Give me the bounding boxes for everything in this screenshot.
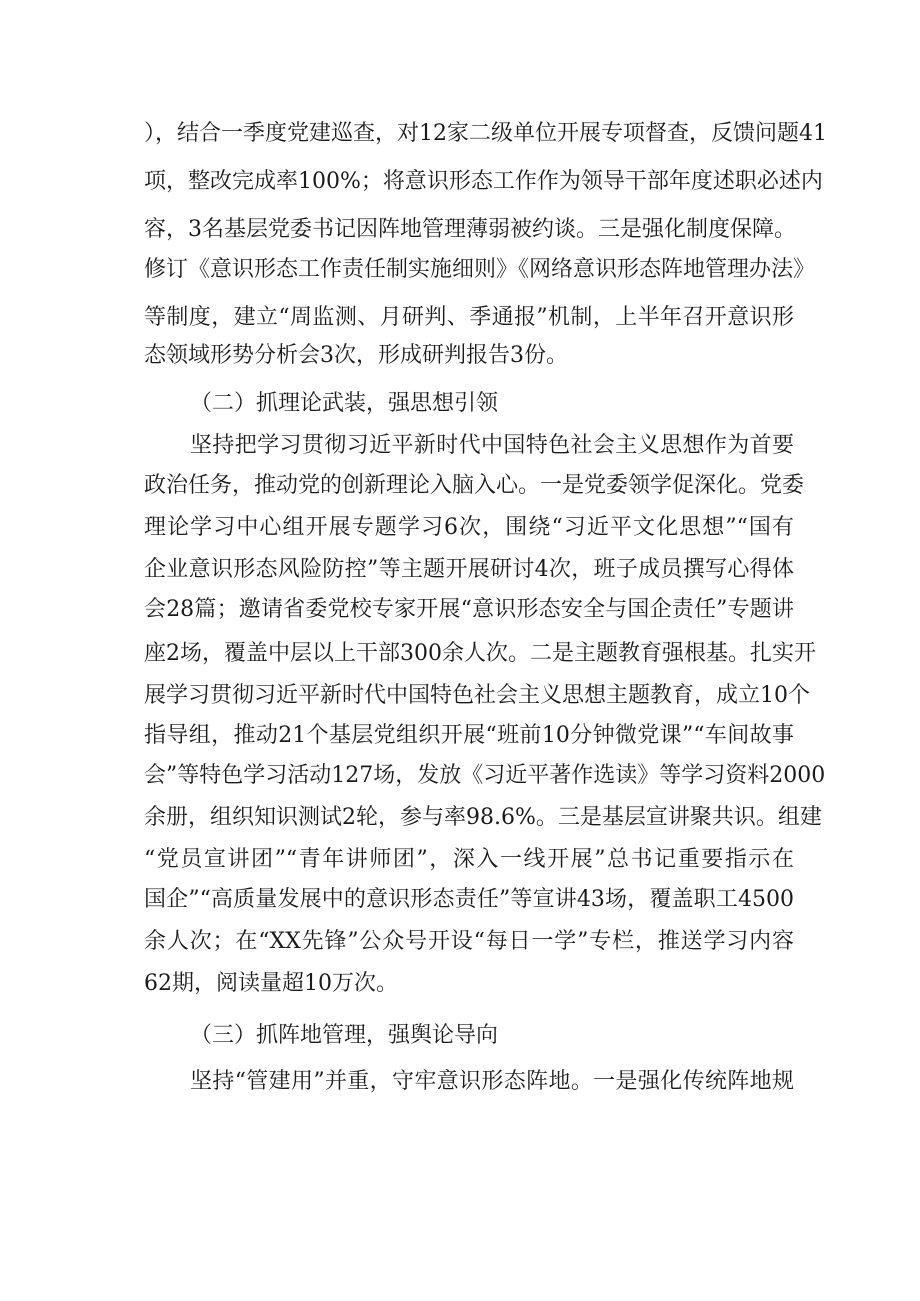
paragraph-line: 理论学习中心组开展专题学习6次，围绕“习近平文化思想”“国有 (144, 515, 794, 540)
paragraph-line: 余人次；在“XX先锋”公众号开设“每日一学”专栏，推送学习内容 (144, 929, 794, 954)
paragraph-line: 态领域形势分析会3次，形成研判报告3份。 (144, 343, 568, 368)
paragraph-line: 等制度，建立“周监测、月研判、季通报”机制，上半年召开意识形 (144, 305, 794, 330)
paragraph-line: 62期，阅读量超10万次。 (144, 971, 398, 996)
paragraph-line: 会”等特色学习活动127场，发放《习近平著作选读》等学习资料2000 (144, 763, 826, 788)
paragraph-line: ），结合一季度党建巡查，对12家二级单位开展专项督查，反馈问题41 (144, 121, 827, 146)
paragraph-line: 坚持“管建用”并重，守牢意识形态阵地。一是强化传统阵地规 (190, 1069, 794, 1094)
paragraph-line: 修订《意识形态工作责任制实施细则》《网络意识形态阵地管理办法》 (144, 257, 816, 282)
paragraph-line: 坚持把学习贯彻习近平新时代中国特色社会主义思想作为首要 (190, 433, 794, 458)
section-heading-2: （二）抓理论武装，强思想引领 (190, 391, 499, 416)
paragraph-line: 座2场，覆盖中层以上干部300余人次。二是主题教育强根基。扎实开 (144, 641, 816, 666)
paragraph-line: 容，3名基层党委书记因阵地管理薄弱被约谈。三是强化制度保障。 (144, 217, 796, 242)
paragraph-line: 会28篇；邀请省委党校专家开展“意识形态安全与国企责任”专题讲 (144, 597, 794, 622)
paragraph-line: 展学习贯彻习近平新时代中国特色社会主义思想主题教育，成立10个 (144, 683, 810, 708)
paragraph-line: 政治任务，推动党的创新理论入脑入心。一是党委领学促深化。党委 (144, 473, 805, 498)
paragraph-line: 企业意识形态风险防控”等主题开展研讨4次，班子成员撰写心得体 (144, 557, 794, 582)
paragraph-line: 项，整改完成率100%；将意识形态工作作为领导干部年度述职必述内 (144, 169, 823, 194)
paragraph-line: 国企”“高质量发展中的意识形态责任”等宣讲43场，覆盖职工4500 (144, 887, 794, 912)
section-heading-3: （三）抓阵地管理，强舆论导向 (190, 1023, 499, 1048)
paragraph-line: 指导组，推动21个基层党组织开展“班前10分钟微党课”“车间故事 (144, 723, 794, 748)
paragraph-line: “党员宣讲团”“青年讲师团”，深入一线开展”总书记重要指示在 (144, 847, 794, 872)
paragraph-line: 余册，组织知识测试2轮，参与率98.6%。三是基层宣讲聚共识。组建 (144, 805, 822, 830)
